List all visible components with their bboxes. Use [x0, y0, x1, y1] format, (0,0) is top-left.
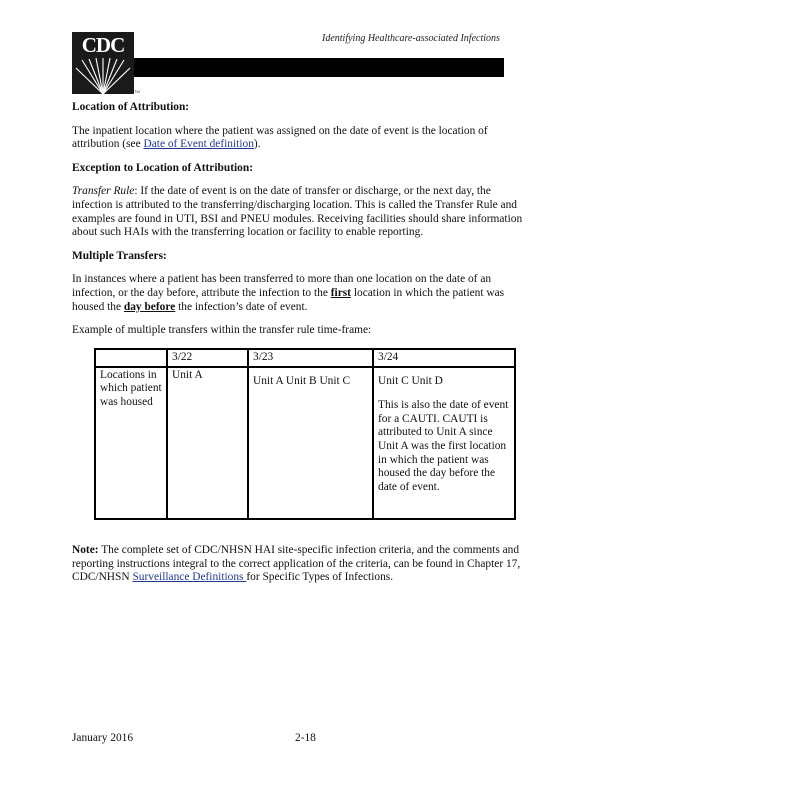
table-header-row: [95, 349, 515, 367]
header-bar: [134, 58, 504, 77]
cdc-logo: [72, 32, 134, 94]
transfer-example-table: [94, 348, 516, 520]
location-text-end: ).: [253, 138, 261, 151]
table-header-cell: 3/23: [248, 349, 373, 367]
location-heading: Location of Attribution:: [72, 101, 190, 113]
location-paragraph: [72, 125, 524, 152]
location-text: The inpatient location where the patient was assigned on the date of event is the location of attribution (see: [72, 124, 488, 151]
example-intro: Example of multiple transfers within the transfer rule time-frame:: [72, 324, 372, 337]
exception-paragraph: [72, 185, 524, 239]
transfer-rule-label: Transfer Rule: [72, 185, 135, 198]
cauti-note: This is also the date of event for a CAUTI. CAUTI is attributed to Unit A since Unit A was the first location in which the patient was housed the day before the date of event.: [378, 399, 509, 493]
multiple-heading: Multiple Transfers:: [72, 249, 167, 262]
footer-date: January 2016: [72, 732, 134, 744]
multiple-text-2: location in which the patient was housed the: [72, 286, 505, 313]
surveillance-definitions-link[interactable]: Surveillance Definitions: [132, 571, 247, 584]
date-of-event-link[interactable]: Date of Event definition: [143, 138, 254, 151]
table-cell: [248, 367, 373, 519]
page-number: 2-18: [295, 732, 316, 744]
table-header-cell: [95, 349, 167, 367]
units-323: Unit A Unit B Unit C: [253, 374, 351, 387]
header-title: Identifying Healthcare-associated Infections: [322, 33, 500, 44]
note-label: Note:: [72, 544, 99, 556]
emph-first: first: [330, 286, 351, 299]
table-cell: [373, 367, 515, 519]
row-label-cell: Locations in which patient was housed: [95, 367, 167, 519]
main-content: [72, 101, 524, 348]
note-paragraph: [72, 544, 524, 585]
table-header-cell: 3/24: [373, 349, 515, 367]
table-header-cell: 3/22: [167, 349, 248, 367]
multiple-paragraph: [72, 273, 524, 314]
multiple-text-1: In instances where a patient has been transferred to more than one location on the date of an infection, or the day before, attribute the infection to the: [72, 273, 492, 299]
note-text: The complete set of CDC/NHSN HAI site-specific infection criteria, and the comments and reporting instructions integral to the correct application of the criteria, can be found in Chapter 17, CDC/NHSN: [72, 544, 521, 584]
multiple-text-3: the infection’s date of event.: [175, 300, 308, 313]
units-324: Unit C Unit D: [378, 374, 443, 387]
trademark-mark: TM: [134, 89, 140, 94]
exception-heading: Exception to Location of Attribution:: [72, 161, 253, 174]
table-row: [95, 367, 515, 519]
exception-text: : If the date of event is on the date of transfer or discharge, or the next day, the infection is attributed to the transferring/discharging location. This is called the Transfer Rule and examples are found in UTI, BSI and PNEU modules. Receiving facilities should share information about such HAIs with the transferring location or facility to enable reporting.: [72, 185, 523, 239]
emph-day-before: day before: [123, 300, 176, 313]
logo-text: CDC: [81, 33, 125, 57]
table-cell: Unit A: [167, 367, 248, 519]
note-text-end: for Specific Types of Infections.: [246, 571, 394, 584]
